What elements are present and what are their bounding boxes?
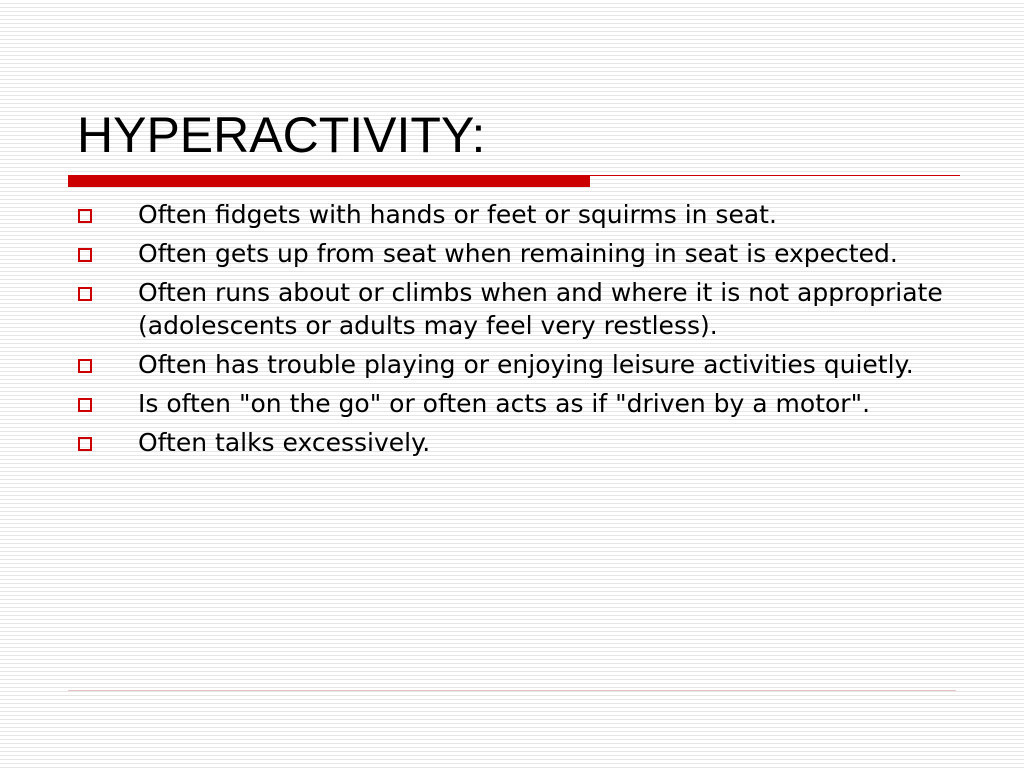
bullet-text: Often runs about or climbs when and where it is not appropriate (adolescents or adults may feel very restless). [138, 278, 943, 340]
hollow-square-bullet-icon [78, 248, 92, 262]
bullet-list [76, 198, 976, 465]
footer-divider [68, 690, 956, 691]
bullet-text: Is often "on the go" or often acts as if "driven by a motor". [138, 389, 871, 418]
bullet-text: Often has trouble playing or enjoying leisure activities quietly. [138, 350, 914, 379]
bullet-item [76, 426, 976, 459]
hollow-square-bullet-icon [78, 359, 92, 373]
bullet-item [76, 348, 976, 381]
hollow-square-bullet-icon [78, 209, 92, 223]
bullet-item [76, 237, 976, 270]
bullet-text: Often gets up from seat when remaining in seat is expected. [138, 239, 898, 268]
hollow-square-bullet-icon [78, 398, 92, 412]
bullet-text: Often talks excessively. [138, 428, 431, 457]
bullet-text: Often fidgets with hands or feet or squirms in seat. [138, 200, 777, 229]
slide-title: HYPERACTIVITY: [77, 107, 486, 163]
title-underline-thick [68, 175, 590, 187]
bullet-item [76, 387, 976, 420]
hollow-square-bullet-icon [78, 287, 92, 301]
hollow-square-bullet-icon [78, 437, 92, 451]
bullet-item [76, 276, 976, 342]
title-underline-thin [590, 175, 960, 176]
bullet-item [76, 198, 976, 231]
